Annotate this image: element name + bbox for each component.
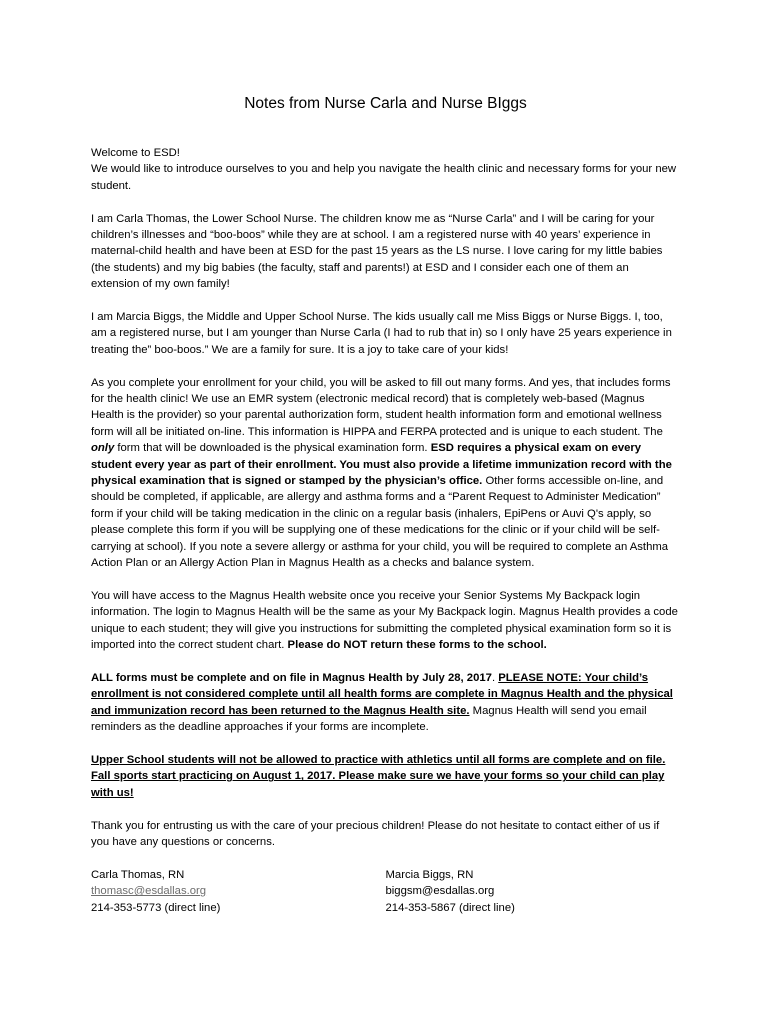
forms-text-1: As you complete your enrollment for your child, you will be asked to fill out many forms. And yes, that includes forms for the health clinic! We use an EMR system (electronic medical record) that is completely web-based (Magnus Health is the provider) so your parental authorization form, student health information form and emotional wellness form will all be initiated on-line. This information is HIPPA and FERPA protected and is unique to each student. The — [91, 376, 671, 438]
carla-paragraph: I am Carla Thomas, the Lower School Nurse. The children know me as “Nurse Carla” and I will be caring for your children’s illnesses and “boo-boos” while they are at school. I am a registered nurse with 40 years’ experience in maternal-child health and have been at ESD for the past 15 years as the LS nurse. I love caring for my little babies (the students) and my big babies (the faculty, staff and parents!) at ESD and I consider each one of them an extension of my own family! — [91, 212, 663, 291]
forms-paragraph — [91, 375, 680, 572]
enrollment-notice: PLEASE NOTE: Your child’s enrollment is not considered complete until all health forms are complete in Magnus Health and the physical and immunization record has been returned to the Magnus Health site. — [91, 671, 673, 717]
intro-paragraph: We would like to introduce ourselves to you and help you navigate the health clinic and necessary forms for your new student. — [91, 163, 677, 192]
forms-text-3: Other forms accessible on-line, and should be completed, if applicable, are allergy and asthma forms and a “Parent Request to Administer Medication” form if your child will be taking medication in the clinic on a regular basis (inhalers, EpiPens or Auvi Q's apply, so please complete this form if you will be supplying one of these medications for the clinic or if your child will be self-carrying at school). If you note a severe allergy or asthma for your child, you will be required to complete an Asthma Action Plan or an Allergy Action Plan in Magnus Health as a checks and balance system. — [91, 475, 669, 570]
closing-paragraph: Thank you for entrusting us with the care of your precious children! Please do not hesitate to contact either of us if you have any questions or concerns. — [91, 819, 660, 848]
signature-name: Carla Thomas, RN — [91, 868, 185, 881]
forms-only-emphasis: only — [91, 442, 115, 455]
deadline-paragraph — [91, 670, 680, 736]
magnus-paragraph — [91, 588, 680, 654]
marcia-paragraph: I am Marcia Biggs, the Middle and Upper School Nurse. The kids usually call me Miss Biggs or Nurse Biggs. I, too, am a registered nurse, but I am younger than Nurse Carla (I had to rub that in) so I only have 25 years experience in treating the” boo-boos.” We are a family for sure. It is a joy to take care of your kids! — [91, 311, 672, 356]
deadline-notice: ALL forms must be complete and on file in Magnus Health by July 28, 2017 — [91, 671, 492, 684]
physical-exam-requirement: ESD requires a physical exam on every student every year as part of their enrollment. You must also provide a lifetime immunization record with the physical examination that is signed or stamped by the physician’s office. — [91, 442, 672, 488]
athletics-paragraph — [91, 752, 680, 801]
page-title: Notes from Nurse Carla and Nurse BIggs — [244, 95, 527, 112]
signature-phone: 214-353-5773 (direct line) — [91, 901, 221, 914]
signature-marcia — [386, 867, 681, 916]
email-link[interactable]: thomasc@esdallas.org — [91, 885, 207, 898]
signature-block — [91, 867, 680, 916]
athletics-notice: Upper School students will not be allowed to practice with athletics until all forms are complete and on file. Fall sports start practicing on August 1, 2017. Please make sure we have your forms so your child can play with us! — [91, 753, 666, 799]
forms-text-2: form that will be downloaded is the physical examination form. — [114, 442, 431, 455]
signature-phone: 214-353-5867 (direct line) — [385, 901, 515, 914]
magnus-text: You will have access to the Magnus Health website once you receive your Senior Systems My Backpack login information. The login to Magnus Health will be the same as your My Backpack login. Magnus Health provides a code unique to each student; they will give you instructions for submitting the completed physical examination form so it is imported into the correct student chart. — [91, 589, 678, 652]
deadline-separator: . — [491, 671, 499, 684]
signature-email: biggsm@esdallas.org — [385, 885, 495, 898]
signature-name: Marcia Biggs, RN — [385, 868, 474, 881]
deadline-text: Magnus Health will send you email reminders as the deadline approaches if your forms are incomplete. — [91, 704, 647, 734]
do-not-return-notice: Please do NOT return these forms to the school. — [287, 639, 547, 652]
signature-carla — [91, 867, 386, 916]
welcome-line: Welcome to ESD! — [91, 147, 180, 159]
